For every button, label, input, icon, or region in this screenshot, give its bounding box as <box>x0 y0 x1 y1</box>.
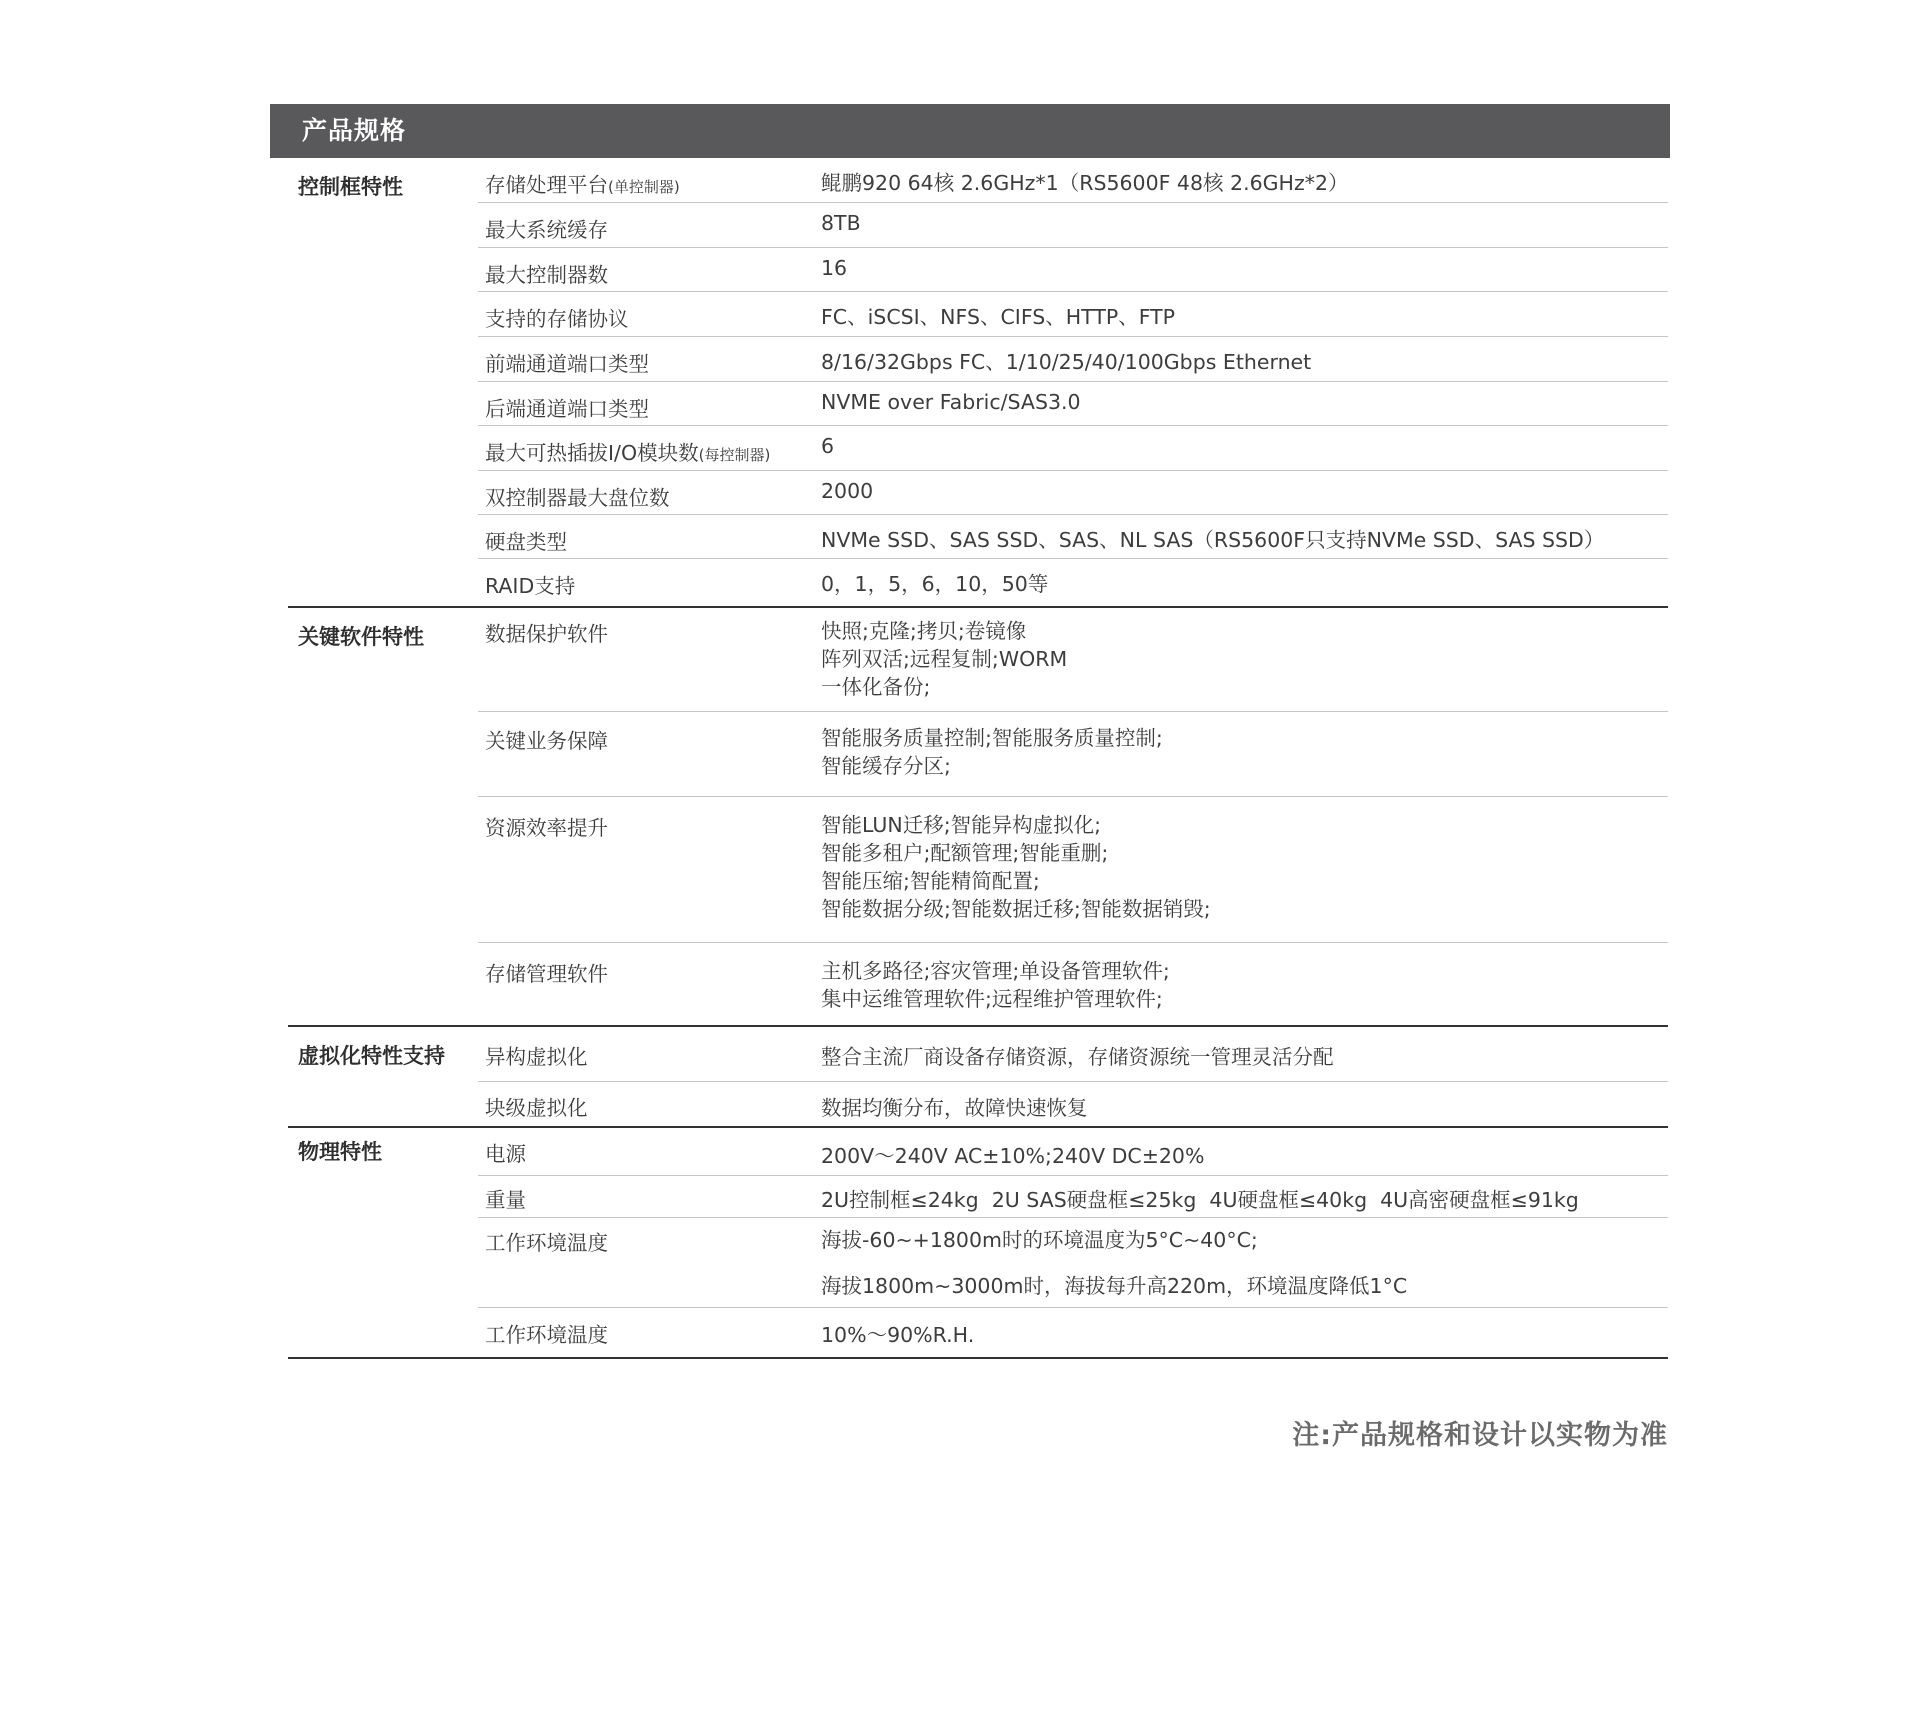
spec-value: 10%～90%R.H. <box>821 1323 975 1347</box>
spec-value: 8TB <box>821 211 861 235</box>
spec-value: 200V～240V AC±10%;240V DC±20% <box>821 1144 1205 1168</box>
spec-label: 存储管理软件 <box>485 962 608 986</box>
spec-label: 资源效率提升 <box>485 816 608 840</box>
spec-label: 工作环境温度 <box>485 1231 608 1255</box>
spec-value <box>821 957 1668 1025</box>
section-title: 控制框特性 <box>298 175 403 199</box>
spec-value: 8/16/32Gbps FC、1/10/25/40/100Gbps Ethernet <box>821 350 1312 374</box>
section-title: 关键软件特性 <box>298 625 424 649</box>
spec-label: RAID支持 <box>485 574 576 598</box>
spec-label: 重量 <box>485 1188 526 1212</box>
spec-label <box>478 436 821 470</box>
section-virtualization <box>288 1027 1668 1128</box>
spec-row <box>478 292 1668 337</box>
spec-row <box>478 559 1668 606</box>
spec-label: 关键业务保障 <box>485 729 608 753</box>
spec-value: 整合主流厂商设备存储资源，存储资源统一管理灵活分配 <box>821 1045 1334 1069</box>
spec-value-line: 智能缓存分区; <box>821 754 951 778</box>
spec-row <box>478 471 1668 515</box>
spec-value-line: 快照;克隆;拷贝;卷镜像 <box>821 619 1027 643</box>
spec-row <box>478 1176 1668 1218</box>
spec-label: 工作环境温度 <box>485 1323 608 1347</box>
spec-value-line: 智能压缩;智能精简配置; <box>821 869 1040 893</box>
spec-label: 最大控制器数 <box>485 263 608 287</box>
section-controller <box>288 158 1668 608</box>
spec-label <box>478 168 821 202</box>
spec-label: 块级虚拟化 <box>485 1096 588 1120</box>
spec-value-line: 海拔-60~+1800m时的环境温度为5°C~40°C; <box>821 1228 1258 1252</box>
spec-label: 最大系统缓存 <box>485 218 608 242</box>
spec-row <box>478 797 1668 943</box>
spec-label: 前端通道端口类型 <box>485 352 649 376</box>
spec-row <box>478 203 1668 248</box>
spec-value-line: 一体化备份; <box>821 675 931 699</box>
spec-value <box>821 811 1668 942</box>
spec-row <box>478 158 1668 203</box>
spec-value: FC、iSCSI、NFS、CIFS、HTTP、FTP <box>821 305 1176 329</box>
spec-row <box>478 1027 1668 1082</box>
spec-label: 电源 <box>485 1142 526 1166</box>
spec-value: 0，1，5，6，10，50等 <box>821 572 1049 596</box>
spec-value: 16 <box>821 256 848 280</box>
spec-value-line: 智能数据分级;智能数据迁移;智能数据销毁; <box>821 897 1211 921</box>
spec-value: 鲲鹏920 64核 2.6GHz*1（RS5600F 48核 2.6GHz*2） <box>821 171 1349 195</box>
spec-value-line: 智能多租户;配额管理;智能重删; <box>821 841 1109 865</box>
spec-row <box>478 337 1668 382</box>
spec-label-note: (单控制器) <box>608 178 680 196</box>
spec-value <box>821 724 1668 796</box>
spec-value-line: 智能服务质量控制;智能服务质量控制; <box>821 726 1163 750</box>
spec-label: 数据保护软件 <box>485 622 608 646</box>
spec-row <box>478 1308 1668 1357</box>
spec-row <box>478 382 1668 426</box>
spec-value-line: 主机多路径;容灾管理;单设备管理软件; <box>821 959 1170 983</box>
spec-label-note: (每控制器) <box>698 446 771 464</box>
spec-value: NVMe SSD、SAS SSD、SAS、NL SAS（RS5600F只支持NVMe SSD、SAS SSD） <box>821 528 1605 552</box>
spec-row <box>478 712 1668 797</box>
section-software <box>288 608 1668 1027</box>
spec-label: 异构虚拟化 <box>485 1045 588 1069</box>
spec-label: 双控制器最大盘位数 <box>485 486 670 510</box>
spec-row <box>478 943 1668 1025</box>
section-title: 物理特性 <box>298 1140 382 1164</box>
spec-row <box>478 426 1668 471</box>
section-physical <box>288 1128 1668 1359</box>
spec-label: 后端通道端口类型 <box>485 397 649 421</box>
footnote: 注:产品规格和设计以实物为准 <box>1292 1420 1668 1451</box>
spec-value <box>821 1226 1668 1307</box>
spec-value-line: 智能LUN迁移;智能异构虚拟化; <box>821 813 1102 837</box>
spec-label-text: 最大可热插拔I/O模块数 <box>485 441 699 465</box>
spec-label: 支持的存储协议 <box>485 307 629 331</box>
spec-label: 硬盘类型 <box>485 530 567 554</box>
spec-table <box>288 158 1668 1359</box>
spec-row <box>478 1128 1668 1176</box>
spec-value-line: 海拔1800m~3000m时，海拔每升高220m，环境温度降低1°C <box>821 1274 1408 1298</box>
spec-row <box>478 1218 1668 1308</box>
spec-header: 产品规格 <box>270 104 1670 158</box>
spec-value: NVME over Fabric/SAS3.0 <box>821 390 1081 414</box>
spec-row <box>478 515 1668 559</box>
spec-row <box>478 248 1668 292</box>
spec-value: 2000 <box>821 479 874 503</box>
spec-value-line: 集中运维管理软件;远程维护管理软件; <box>821 987 1163 1011</box>
spec-value: 6 <box>821 434 835 458</box>
section-title: 虚拟化特性支持 <box>298 1044 445 1068</box>
spec-value <box>821 617 1668 711</box>
spec-row <box>478 1082 1668 1126</box>
spec-value-line: 阵列双活;远程复制;WORM <box>821 647 1068 671</box>
spec-row <box>478 608 1668 712</box>
spec-value: 数据均衡分布，故障快速恢复 <box>821 1096 1088 1120</box>
spec-label-text: 存储处理平台 <box>485 173 608 197</box>
spec-value: 2U控制框≤24kg 2U SAS硬盘框≤25kg 4U硬盘框≤40kg 4U高密硬盘框≤91kg <box>821 1188 1579 1212</box>
